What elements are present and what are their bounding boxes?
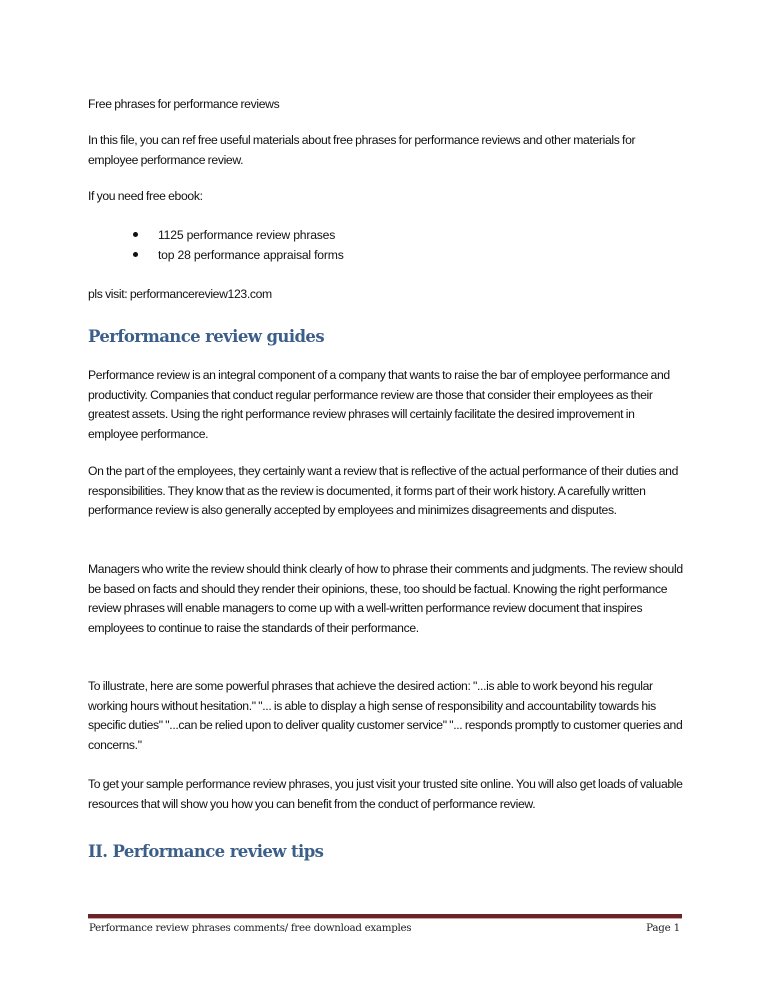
footer-text: Performance review phrases comments/ free download examples [89, 922, 412, 934]
intro-paragraph: In this file, you can ref free useful materials about free phrases for performance reviews and other materials for employee performance review. [88, 133, 636, 167]
list-item-label: 1125 performance review phrases [158, 228, 336, 242]
bullet-icon [133, 252, 138, 257]
paragraph: Managers who write the review should think clearly of how to phrase their comments and judgments. The review should be based on facts and should they render their opinions, these, too should be factual. Knowing the right performance review phrases will enable managers to come up with a well-written performance review document that inspires employees to continue to raise the standards of their performance. [88, 562, 683, 635]
page-number: Page 1 [646, 922, 680, 934]
bullet-icon [133, 232, 138, 237]
section-heading-guides: Performance review guides [88, 327, 325, 346]
ebook-list [88, 225, 344, 265]
ebook-prompt: If you need free ebook: [88, 189, 203, 203]
paragraph: To illustrate, here are some powerful phrases that achieve the desired action: "...is able to work beyond his regular working hours without hesitation." "... is able to display a high sense of responsibility and accountability towards his specific duties" "...can be relied upon to deliver quality customer service" "... responds promptly to customer queries and concerns." [88, 679, 683, 752]
list-item [88, 245, 344, 265]
list-item [88, 225, 344, 245]
intro-title: Free phrases for performance reviews [88, 97, 280, 111]
paragraph: To get your sample performance review phrases, you just visit your trusted site online. You will also get loads of valuable resources that will show you how you can benefit from the conduct of performance review. [88, 777, 683, 811]
paragraph: On the part of the employees, they certainly want a review that is reflective of the actual performance of their duties and responsibilities. They know that as the review is documented, it forms part of their work history. A carefully written performance review is also generally accepted by employees and minimizes disagreements and disputes. [88, 464, 679, 518]
footer-divider-thin [88, 918, 682, 919]
paragraph: Performance review is an integral component of a company that wants to raise the bar of employee performance and productivity. Companies that conduct regular performance review are those that consider their employees as their greatest assets. Using the right performance review phrases will certainly facilitate the desired improvement in employee performance. [88, 368, 670, 441]
list-item-label: top 28 performance appraisal forms [158, 248, 344, 262]
visit-line: pls visit: performancereview123.com [88, 287, 272, 301]
section-heading-tips: II. Performance review tips [88, 842, 324, 861]
